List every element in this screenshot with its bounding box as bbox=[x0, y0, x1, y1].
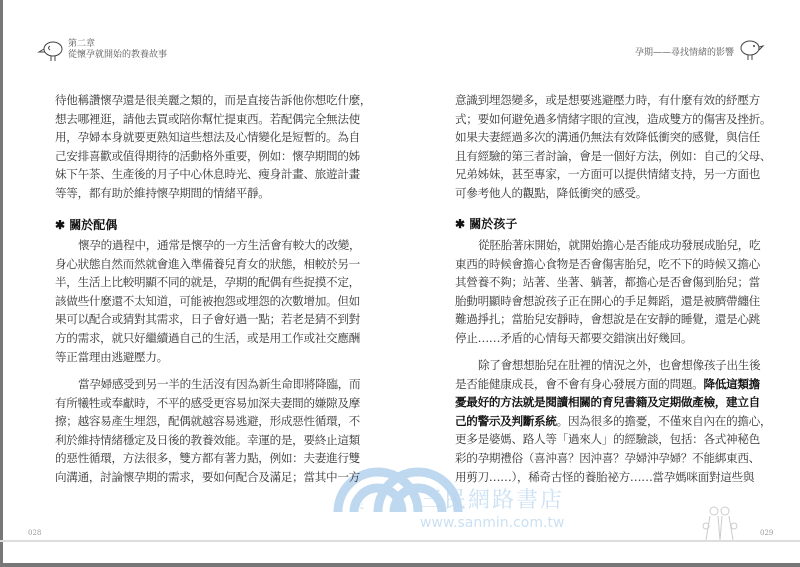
text-line: 胎動明顯時會想說孩子正在開心的手足舞蹈，還是被臍帶纏住 bbox=[455, 293, 760, 308]
text-line: 待他稱讚懷孕還是很美麗之類的，而是直接告訴他你想吃什麼， bbox=[55, 93, 372, 107]
bird-icon bbox=[738, 38, 764, 62]
text-segment: 除了會想想胎兒在肚裡的情況之外，也會想像孩子出生後 bbox=[478, 358, 761, 372]
text-line: 懷孕的過程中，通常是懷孕的一方生活會有較大的改變， bbox=[78, 238, 361, 252]
watermark-name: 三民網路書店 bbox=[420, 488, 565, 513]
page-frame-bottom bbox=[0, 563, 800, 567]
text-line: 其營養不夠；站著、坐著、躺著，都擔心是否會傷到胎兒；當 bbox=[455, 275, 760, 290]
text-line: 等正當理由逃避壓力。 bbox=[55, 349, 168, 364]
text-line: 難過掙扎；當胎兒安靜時，會想說是在安靜的睡覺，還是心跳 bbox=[455, 312, 760, 327]
text-segment: 用剪刀……），稀奇古怪的養胎祕方……當孕媽咪面對這些與 bbox=[455, 469, 755, 484]
text-line: 用，孕婦本身就要更熟知這些想法及心情變化是短暫的。為自 bbox=[55, 130, 360, 145]
emphasized-text: 己的警示及判斷系統 bbox=[455, 413, 557, 428]
text-line: 的惡性循環，方法很多，雙方都有著力點，例如：夫妻進行雙 bbox=[55, 451, 360, 466]
text-line: 身心狀態自然而然就會進入準備養兒育女的狀態，相較於另一 bbox=[55, 256, 360, 271]
text-line: 當孕婦感受到另一半的生活沒有因為新生命即將降臨，而 bbox=[78, 377, 361, 391]
text-line: 且有經驗的第三者討論，會是一個好方法，例如：自己的父母、 bbox=[455, 148, 772, 163]
text-line: 可參考他人的觀點，降低衝突的感受。 bbox=[455, 185, 647, 200]
page-frame-left bbox=[0, 0, 3, 567]
section-heading-spouse: ✱ 關於配偶 bbox=[55, 218, 118, 232]
right-paragraph-1 bbox=[455, 91, 772, 203]
text-line: 利於維持情緒穩定及日後的教養效能。幸運的是，要終止這類 bbox=[55, 432, 360, 447]
text-line bbox=[455, 393, 760, 412]
family-illustration bbox=[700, 506, 740, 542]
text-line: 果可以配合或猜對其需求，日子會好過一點；若老是猜不到對 bbox=[55, 312, 360, 327]
page-number-left: 028 bbox=[28, 529, 42, 537]
text-line bbox=[455, 449, 760, 468]
chapter-title: 從懷孕就開始的教養故事 bbox=[68, 50, 168, 60]
emphasized-text: 憂最好的方法就是閱讀相關的育兒書籍及定期做產檢，建立自 bbox=[455, 395, 760, 410]
text-line bbox=[455, 430, 760, 449]
text-segment: 更多是婆媽、路人等「過來人」的經驗談，包括：各式神秘色 bbox=[455, 432, 760, 447]
text-line: 如果夫妻經過多次的溝通仍無法有效降低衝突的感覺，與信任 bbox=[455, 130, 760, 145]
text-line: 意識到埋怨變多，或是想要逃避壓力時，有什麼有效的紓壓方 bbox=[455, 93, 760, 107]
text-line: 半，生活上比較明顯不同的就是，孕期的配偶有些捉摸不定， bbox=[55, 275, 360, 290]
text-line: 停止……矛盾的心情每天都要交錯演出好幾回。 bbox=[455, 330, 693, 345]
text-line: 有所犧牲或奉獻時，不平的感受更容易加深夫妻間的嫌隙及摩 bbox=[55, 395, 360, 410]
text-segment: 是否能健康成長，會不會有身心發展方面的問題。 bbox=[455, 376, 704, 391]
text-line bbox=[455, 412, 772, 431]
text-segment: 。因為很多的擔憂，不僅來自內在的擔心， bbox=[556, 413, 772, 428]
text-line: 己安排喜歡或值得期待的活動格外重要，例如：懷孕期間的姊 bbox=[55, 148, 360, 163]
text-line: 向溝通，討論懷孕期的需求，要如何配合及滿足；當其中一方 bbox=[55, 469, 360, 484]
text-line: 該做些什麼還不太知道，可能被抱怨或埋怨的次數增加。但如 bbox=[55, 293, 360, 308]
chapter-label: 第二章 bbox=[68, 39, 96, 49]
section-heading-child: ✱ 關於孩子 bbox=[455, 217, 518, 231]
right-paragraph-3 bbox=[455, 356, 772, 486]
watermark-url: www.sanmin.com.tw bbox=[420, 515, 565, 531]
text-line: 等等，都有助於維持懷孕期間的情緒平靜。 bbox=[55, 185, 270, 200]
bird-icon bbox=[38, 40, 64, 62]
text-line: 從胚胎著床開始，就開始擔心是否能成功發展成胎兒，吃 bbox=[478, 238, 761, 252]
left-paragraph-1 bbox=[55, 91, 372, 203]
text-line: 妹下午茶、生產後的月子中心休息時光、瘦身計畫、旅遊計畫 bbox=[55, 167, 360, 182]
text-line: 兄弟姊妹，甚至專家，一方面可以提供情緒支持，另一方面也 bbox=[455, 167, 760, 182]
text-line: 擦；越容易產生埋怨，配偶就越容易逃避，形成惡性循環，不 bbox=[55, 414, 360, 429]
watermark-logo-char: 民 bbox=[352, 497, 365, 511]
emphasized-text: 降低這類擔 bbox=[703, 376, 760, 391]
text-line bbox=[455, 375, 760, 394]
text-line: 東西的時候會擔心食物是否會傷害胎兒，吃不下的時候又擔心 bbox=[455, 256, 760, 271]
left-paragraph-2 bbox=[55, 236, 361, 366]
text-line bbox=[455, 468, 755, 487]
text-line: 式；要如何避免過多情緒字眼的宣洩，造成雙方的傷害及挫折。 bbox=[455, 111, 772, 126]
text-line: 方的需求，就只好繼續過自己的生活，或是用工作或社交應酬 bbox=[55, 330, 360, 345]
running-title: 孕期——尋找情緒的影響 bbox=[634, 48, 734, 58]
left-paragraph-3 bbox=[55, 375, 361, 487]
page-number-right: 029 bbox=[760, 529, 774, 537]
text-line: 想去哪裡逛，請他去買或陪你幫忙提東西。若配偶完全無法使 bbox=[55, 111, 360, 126]
right-paragraph-2 bbox=[455, 236, 761, 348]
page-bottom-divider bbox=[0, 540, 800, 542]
text-segment: 彩的孕期禮俗（喜沖喜？因沖喜？孕婦沖孕婦？不能綁東西、 bbox=[455, 450, 760, 465]
text-line bbox=[455, 356, 761, 375]
